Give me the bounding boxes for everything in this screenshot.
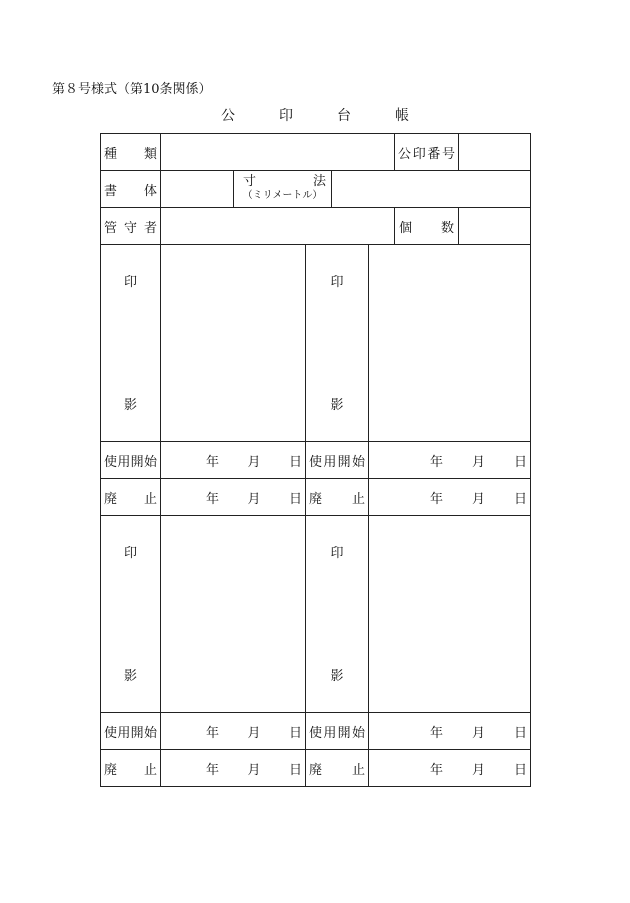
abolished-date[interactable]: 年 月 日 — [161, 750, 306, 787]
kind-value[interactable] — [161, 134, 395, 171]
abolished-label: 廃止 — [306, 479, 369, 516]
abolished-label: 廃止 — [101, 750, 161, 787]
row-typeface — [101, 171, 531, 208]
use-start-date[interactable]: 年 月 日 — [161, 713, 306, 750]
size-char-1: 寸 — [243, 174, 257, 189]
use-start-row — [101, 442, 531, 479]
use-start-label: 使用開始 — [306, 442, 369, 479]
impression-label — [101, 245, 161, 442]
impression-area[interactable] — [161, 516, 306, 713]
size-label-unit: （ミリメートル） — [242, 190, 323, 201]
impression-label — [101, 516, 161, 713]
kind-label: 種類 — [101, 134, 161, 171]
seal-number-label: 公印番号 — [395, 134, 459, 171]
form-number-label: 第８号様式（第10条関係） — [52, 82, 212, 97]
size-label-main — [239, 175, 326, 189]
impression-label-top: 印 — [123, 546, 137, 561]
custodian-value[interactable] — [161, 208, 395, 245]
use-start-date[interactable]: 年 月 日 — [369, 442, 531, 479]
size-value[interactable] — [332, 171, 531, 208]
impression-label-bottom: 影 — [123, 398, 137, 413]
abolished-label: 廃止 — [101, 479, 161, 516]
impression-label-top: 印 — [330, 546, 344, 561]
impression-label-bottom: 影 — [330, 398, 344, 413]
impression-label — [306, 245, 369, 442]
quantity-value[interactable] — [459, 208, 531, 245]
impression-label-top: 印 — [123, 275, 137, 290]
use-start-label: 使用開始 — [306, 713, 369, 750]
custodian-label: 管守者 — [101, 208, 161, 245]
abolished-date[interactable]: 年 月 日 — [369, 750, 531, 787]
use-start-date[interactable]: 年 月 日 — [161, 442, 306, 479]
typeface-label: 書体 — [101, 171, 161, 208]
size-label — [234, 171, 332, 208]
abolished-row — [101, 479, 531, 516]
impression-row — [101, 245, 531, 442]
impression-row — [101, 516, 531, 713]
impression-label — [306, 516, 369, 713]
use-start-date[interactable]: 年 月 日 — [369, 713, 531, 750]
impression-label-bottom: 影 — [330, 669, 344, 684]
abolished-date[interactable]: 年 月 日 — [369, 479, 531, 516]
quantity-label: 個数 — [395, 208, 459, 245]
impression-area[interactable] — [369, 516, 531, 713]
use-start-label: 使用開始 — [101, 713, 161, 750]
seal-register-table — [100, 133, 531, 787]
abolished-date[interactable]: 年 月 日 — [161, 479, 306, 516]
abolished-label: 廃止 — [306, 750, 369, 787]
row-kind — [101, 134, 531, 171]
impression-area[interactable] — [161, 245, 306, 442]
abolished-row — [101, 750, 531, 787]
use-start-row — [101, 713, 531, 750]
page-title: 公印台帳 — [221, 108, 453, 124]
size-char-2: 法 — [312, 174, 326, 189]
use-start-label: 使用開始 — [101, 442, 161, 479]
impression-label-top: 印 — [330, 275, 344, 290]
seal-number-value[interactable] — [459, 134, 531, 171]
impression-area[interactable] — [369, 245, 531, 442]
impression-label-bottom: 影 — [123, 669, 137, 684]
row-custodian — [101, 208, 531, 245]
typeface-value[interactable] — [161, 171, 234, 208]
